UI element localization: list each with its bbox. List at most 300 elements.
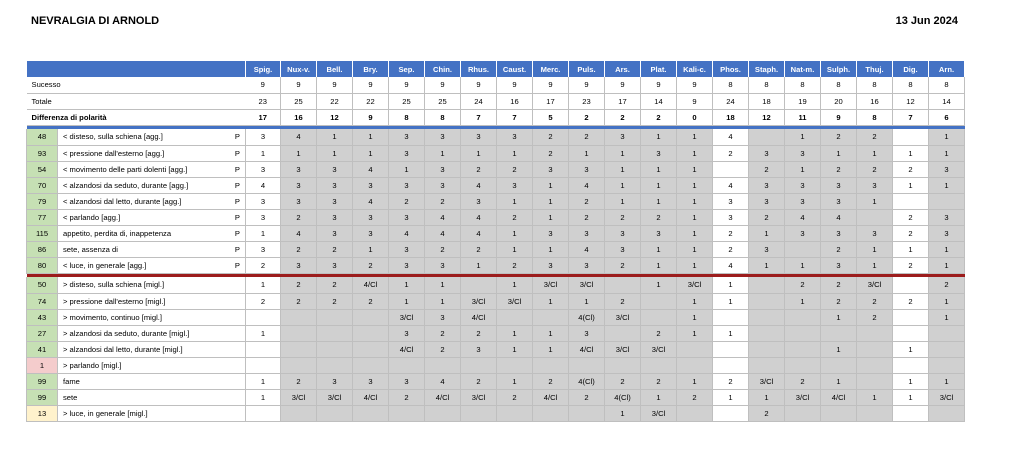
remedy-grade-cell: 2: [533, 373, 569, 389]
summary-value: 17: [533, 93, 569, 109]
remedy-grade-cell: 4: [425, 373, 461, 389]
remedy-grade-cell: [893, 405, 929, 421]
remedy-grade-cell: 1: [893, 389, 929, 405]
remedy-header[interactable]: Rhus.: [461, 61, 497, 77]
symptom-label[interactable]: < alzandosi dal letto, durante [agg.]: [58, 193, 231, 209]
remedy-grade-cell: 4/Cl: [353, 389, 389, 405]
remedy-header[interactable]: Thuj.: [857, 61, 893, 77]
summary-value: 9: [461, 77, 497, 93]
remedy-grade-cell: [713, 309, 749, 325]
remedy-header[interactable]: Arn.: [929, 61, 965, 77]
remedy-grade-cell: [246, 309, 281, 325]
remedy-grade-cell: [317, 405, 353, 421]
remedy-grade-cell: [281, 357, 317, 373]
symptom-row[interactable]: [27, 373, 965, 389]
remedy-grade-cell: 2: [893, 225, 929, 241]
remedy-grade-cell: 3: [641, 145, 677, 161]
remedy-header[interactable]: Merc.: [533, 61, 569, 77]
remedy-grade-cell: [893, 277, 929, 293]
symptom-label[interactable]: > disteso, sulla schiena [migl.]: [58, 277, 231, 293]
summary-value: 9: [605, 77, 641, 93]
summary-value: 24: [713, 93, 749, 109]
remedy-header[interactable]: Spig.: [246, 61, 281, 77]
summary-value: 2: [569, 109, 605, 125]
polarity-mark: P: [231, 241, 246, 257]
remedy-grade-cell: 2: [425, 325, 461, 341]
remedy-grade-cell: 2: [605, 209, 641, 225]
remedy-header[interactable]: Caust.: [497, 61, 533, 77]
remedy-grade-cell: 1: [641, 177, 677, 193]
remedy-grade-cell: 3: [246, 161, 281, 177]
symptom-row[interactable]: [27, 145, 965, 161]
remedy-grade-cell: 3: [785, 177, 821, 193]
remedy-grade-cell: 2: [461, 161, 497, 177]
remedy-grade-cell: 1: [353, 129, 389, 145]
remedy-grade-cell: 1: [749, 225, 785, 241]
symptom-label[interactable]: > movimento, continuo [migl.]: [58, 309, 231, 325]
remedy-grade-cell: 3: [246, 241, 281, 257]
remedy-grade-cell: 1: [389, 277, 425, 293]
summary-value: 23: [569, 93, 605, 109]
symptom-count: 27: [27, 325, 58, 341]
remedy-grade-cell: 2: [461, 325, 497, 341]
symptom-row[interactable]: [27, 325, 965, 341]
summary-label: Differenza di polarità: [27, 109, 246, 125]
remedy-grade-cell: 4(Cl): [569, 373, 605, 389]
remedy-grade-cell: 3: [749, 177, 785, 193]
remedy-grade-cell: 1: [533, 293, 569, 309]
remedy-grade-cell: 1: [713, 277, 749, 293]
symptom-label[interactable]: > parlando [migl.]: [58, 357, 231, 373]
remedy-grade-cell: [641, 309, 677, 325]
remedy-grade-cell: 1: [713, 389, 749, 405]
remedy-grade-cell: 1: [533, 341, 569, 357]
remedy-header[interactable]: Bell.: [317, 61, 353, 77]
remedy-grade-cell: 2: [857, 293, 893, 309]
symptom-count: 115: [27, 225, 58, 241]
remedy-grade-cell: 1: [246, 373, 281, 389]
symptom-row[interactable]: [27, 193, 965, 209]
remedy-grade-cell: 2: [569, 129, 605, 145]
remedy-grade-cell: 3: [425, 177, 461, 193]
remedy-grade-cell: 3: [425, 257, 461, 273]
remedy-grade-cell: 3: [425, 161, 461, 177]
summary-label: Sucesso: [27, 77, 246, 93]
remedy-grade-cell: 2: [246, 257, 281, 273]
remedy-grade-cell: 1: [641, 389, 677, 405]
remedy-grade-cell: [677, 405, 713, 421]
symptom-row[interactable]: [27, 241, 965, 257]
summary-value: 17: [605, 93, 641, 109]
remedy-grade-cell: [821, 325, 857, 341]
symptom-label[interactable]: < luce, in generale [agg.]: [58, 257, 231, 273]
remedy-grade-cell: 3/Cl: [749, 373, 785, 389]
remedy-grade-cell: 1: [677, 241, 713, 257]
remedy-grade-cell: 2: [317, 293, 353, 309]
remedy-grade-cell: [246, 405, 281, 421]
remedy-grade-cell: 3/Cl: [605, 341, 641, 357]
remedy-grade-cell: 3: [929, 209, 965, 225]
remedy-grade-cell: 3: [425, 129, 461, 145]
remedy-grade-cell: 1: [821, 309, 857, 325]
remedy-grade-cell: 3: [569, 225, 605, 241]
remedy-grade-cell: 2: [389, 193, 425, 209]
remedy-grade-cell: 3: [246, 129, 281, 145]
summary-value: 12: [317, 109, 353, 125]
remedy-grade-cell: 1: [641, 161, 677, 177]
remedy-header[interactable]: Sulph.: [821, 61, 857, 77]
remedy-header[interactable]: Sep.: [389, 61, 425, 77]
remedy-grade-cell: 1: [281, 145, 317, 161]
remedy-grade-cell: 1: [497, 341, 533, 357]
remedy-header[interactable]: Puls.: [569, 61, 605, 77]
remedy-grade-cell: 1: [497, 225, 533, 241]
remedy-grade-cell: [713, 341, 749, 357]
summary-value: 5: [533, 109, 569, 125]
remedy-grade-cell: 3: [749, 145, 785, 161]
polarity-mark: P: [231, 209, 246, 225]
symptom-label[interactable]: < alzandosi da seduto, durante [agg.]: [58, 177, 231, 193]
symptom-count: 1: [27, 357, 58, 373]
remedy-grade-cell: 1: [641, 193, 677, 209]
remedy-grade-cell: 3: [929, 225, 965, 241]
remedy-grade-cell: [281, 405, 317, 421]
remedy-grade-cell: 1: [677, 293, 713, 309]
symptom-row[interactable]: [27, 257, 965, 273]
polarity-mark: [231, 341, 246, 357]
remedy-grade-cell: [246, 357, 281, 373]
remedy-grade-cell: 2: [569, 209, 605, 225]
remedy-grade-cell: 3/Cl: [497, 293, 533, 309]
symptom-row[interactable]: [27, 129, 965, 145]
remedy-grade-cell: 2: [857, 161, 893, 177]
remedy-grade-cell: 3/Cl: [641, 405, 677, 421]
remedy-grade-cell: 2: [857, 309, 893, 325]
remedy-grade-cell: [857, 341, 893, 357]
remedy-grade-cell: 2: [497, 161, 533, 177]
remedy-grade-cell: 4: [281, 129, 317, 145]
remedy-grade-cell: 3: [533, 257, 569, 273]
symptom-label[interactable]: > pressione dall'esterno [migl.]: [58, 293, 231, 309]
polarity-mark: [231, 405, 246, 421]
remedy-grade-cell: 3: [821, 177, 857, 193]
remedy-grade-cell: 3/Cl: [461, 389, 497, 405]
remedy-grade-cell: 1: [929, 293, 965, 309]
polarity-mark: P: [231, 161, 246, 177]
remedy-header[interactable]: Dig.: [893, 61, 929, 77]
summary-value: 8: [749, 77, 785, 93]
remedy-grade-cell: [353, 405, 389, 421]
remedy-grade-cell: [246, 341, 281, 357]
remedy-grade-cell: 3: [713, 209, 749, 225]
remedy-grade-cell: 3/Cl: [317, 389, 353, 405]
summary-value: 9: [821, 109, 857, 125]
symptom-row[interactable]: [27, 225, 965, 241]
remedy-grade-cell: 3/Cl: [641, 341, 677, 357]
remedy-grade-cell: 2: [713, 241, 749, 257]
summary-value: 11: [785, 109, 821, 125]
summary-value: 9: [317, 77, 353, 93]
symptom-row[interactable]: [27, 405, 965, 421]
summary-value: 8: [821, 77, 857, 93]
remedy-grade-cell: [425, 357, 461, 373]
summary-value: 8: [893, 77, 929, 93]
remedy-grade-cell: 1: [929, 257, 965, 273]
symptom-label[interactable]: < movimento delle parti dolenti [agg.]: [58, 161, 231, 177]
remedy-grade-cell: 3: [317, 257, 353, 273]
symptom-label[interactable]: > alzandosi dal letto, durante [migl.]: [58, 341, 231, 357]
remedy-grade-cell: 1: [893, 177, 929, 193]
remedy-grade-cell: 2: [281, 293, 317, 309]
remedy-grade-cell: 1: [893, 341, 929, 357]
summary-value: 25: [425, 93, 461, 109]
remedy-grade-cell: [749, 309, 785, 325]
summary-value: 22: [353, 93, 389, 109]
remedy-grade-cell: 3/Cl: [857, 277, 893, 293]
remedy-grade-cell: 2: [246, 293, 281, 309]
remedy-grade-cell: [497, 405, 533, 421]
remedy-grade-cell: 1: [353, 145, 389, 161]
remedy-grade-cell: 1: [246, 145, 281, 161]
symptom-label[interactable]: < disteso, sulla schiena [agg.]: [58, 129, 231, 145]
remedy-grade-cell: [389, 357, 425, 373]
remedy-grade-cell: 4: [713, 257, 749, 273]
remedy-grade-cell: 3: [281, 177, 317, 193]
remedy-grade-cell: [785, 341, 821, 357]
remedy-grade-cell: [497, 309, 533, 325]
remedy-grade-cell: 1: [893, 241, 929, 257]
remedy-grade-cell: 1: [785, 293, 821, 309]
remedy-grade-cell: [785, 405, 821, 421]
symptom-row[interactable]: [27, 161, 965, 177]
remedy-grade-cell: 4: [569, 241, 605, 257]
remedy-grade-cell: [929, 405, 965, 421]
remedy-grade-cell: 3: [425, 309, 461, 325]
remedy-header[interactable]: Kali-c.: [677, 61, 713, 77]
summary-value: 9: [281, 77, 317, 93]
remedy-grade-cell: 2: [353, 257, 389, 273]
remedy-grade-cell: 3: [461, 129, 497, 145]
remedy-grade-cell: 1: [641, 277, 677, 293]
remedy-grade-cell: [353, 309, 389, 325]
remedy-grade-cell: 1: [425, 145, 461, 161]
remedy-grade-cell: 3: [389, 145, 425, 161]
remedy-grade-cell: [605, 277, 641, 293]
remedy-grade-cell: 2: [281, 209, 317, 225]
polarity-mark: P: [231, 257, 246, 273]
remedy-grade-cell: 1: [821, 145, 857, 161]
remedy-grade-cell: 4/Cl: [353, 277, 389, 293]
symptom-label[interactable]: fame: [58, 373, 231, 389]
remedy-grade-cell: [317, 325, 353, 341]
remedy-grade-cell: 3: [317, 373, 353, 389]
symptom-label[interactable]: > luce, in generale [migl.]: [58, 405, 231, 421]
remedy-grade-cell: 2: [641, 325, 677, 341]
summary-value: 9: [389, 77, 425, 93]
remedy-grade-cell: 3: [605, 241, 641, 257]
remedy-grade-cell: 1: [749, 389, 785, 405]
remedy-grade-cell: 3: [317, 225, 353, 241]
remedy-grade-cell: 2: [713, 225, 749, 241]
symptom-label[interactable]: < pressione dall'esterno [agg.]: [58, 145, 231, 161]
remedy-grade-cell: [893, 357, 929, 373]
remedy-grade-cell: [389, 405, 425, 421]
summary-row: [27, 77, 965, 93]
remedy-grade-cell: 3: [785, 145, 821, 161]
remedy-grade-cell: 1: [497, 241, 533, 257]
remedy-header[interactable]: Phos.: [713, 61, 749, 77]
remedy-grade-cell: [821, 357, 857, 373]
remedy-grade-cell: 3: [389, 241, 425, 257]
remedy-grade-cell: 3: [246, 193, 281, 209]
remedy-grade-cell: 3: [857, 225, 893, 241]
remedy-grade-cell: 1: [857, 257, 893, 273]
remedy-grade-cell: 1: [857, 389, 893, 405]
symptom-count: 54: [27, 161, 58, 177]
remedy-grade-cell: [821, 405, 857, 421]
remedy-grade-cell: 4: [461, 209, 497, 225]
remedy-grade-cell: 1: [533, 241, 569, 257]
remedy-grade-cell: [893, 129, 929, 145]
remedy-grade-cell: 1: [857, 193, 893, 209]
remedy-grade-cell: [749, 277, 785, 293]
remedy-grade-cell: 4/Cl: [569, 341, 605, 357]
symptom-row[interactable]: [27, 389, 965, 405]
remedy-grade-cell: 1: [929, 177, 965, 193]
remedy-grade-cell: 1: [821, 373, 857, 389]
remedy-grade-cell: 3: [317, 193, 353, 209]
remedy-header[interactable]: Ars.: [605, 61, 641, 77]
remedy-grade-cell: 2: [893, 161, 929, 177]
remedy-header[interactable]: Bry.: [353, 61, 389, 77]
remedy-grade-cell: 1: [461, 145, 497, 161]
remedy-header[interactable]: Plat.: [641, 61, 677, 77]
summary-value: 16: [281, 109, 317, 125]
remedy-grade-cell: [353, 325, 389, 341]
remedy-grade-cell: [281, 341, 317, 357]
remedy-grade-cell: 1: [857, 145, 893, 161]
summary-value: 14: [641, 93, 677, 109]
remedy-grade-cell: 1: [893, 145, 929, 161]
remedy-grade-cell: 3/Cl: [389, 309, 425, 325]
remedy-grade-cell: 3: [281, 257, 317, 273]
remedy-grade-cell: 4: [569, 177, 605, 193]
polarity-mark: [231, 293, 246, 309]
remedy-grade-cell: [785, 357, 821, 373]
remedy-grade-cell: 2: [425, 193, 461, 209]
remedy-grade-cell: 2: [821, 293, 857, 309]
remedy-grade-cell: [749, 341, 785, 357]
remedy-grade-cell: 1: [425, 277, 461, 293]
symptom-row[interactable]: [27, 209, 965, 225]
remedy-grade-cell: [641, 357, 677, 373]
remedy-grade-cell: 1: [533, 325, 569, 341]
remedy-grade-cell: 3/Cl: [929, 389, 965, 405]
symptom-label[interactable]: sete: [58, 389, 231, 405]
remedy-grade-cell: 1: [641, 257, 677, 273]
summary-value: 8: [785, 77, 821, 93]
remedy-grade-cell: 4: [821, 209, 857, 225]
symptom-label[interactable]: appetito, perdita di, inappetenza: [58, 225, 231, 241]
remedy-header[interactable]: Nux-v.: [281, 61, 317, 77]
summary-value: 9: [353, 77, 389, 93]
remedy-grade-cell: 2: [785, 277, 821, 293]
summary-row: [27, 93, 965, 109]
document-title: NEVRALGIA DI ARNOLD: [31, 15, 160, 27]
summary-value: 8: [857, 109, 893, 125]
symptom-row[interactable]: [27, 357, 965, 373]
remedy-grade-cell: 3: [353, 373, 389, 389]
symptom-row[interactable]: [27, 309, 965, 325]
remedy-grade-cell: 1: [677, 129, 713, 145]
remedy-grade-cell: [713, 161, 749, 177]
remedy-grade-cell: 1: [677, 193, 713, 209]
remedy-grade-cell: 4(Cl): [569, 309, 605, 325]
remedy-grade-cell: [929, 325, 965, 341]
symptom-count: 99: [27, 389, 58, 405]
header-spacer: [27, 61, 246, 77]
remedy-grade-cell: 1: [929, 129, 965, 145]
remedy-header[interactable]: Chin.: [425, 61, 461, 77]
remedy-grade-cell: 2: [281, 241, 317, 257]
remedy-grade-cell: [317, 309, 353, 325]
remedy-grade-cell: 2: [749, 405, 785, 421]
remedy-grade-cell: 3: [749, 193, 785, 209]
symptom-label[interactable]: < parlando [agg.]: [58, 209, 231, 225]
remedy-grade-cell: [857, 325, 893, 341]
summary-value: 2: [641, 109, 677, 125]
summary-value: 24: [461, 93, 497, 109]
remedy-header[interactable]: Staph.: [749, 61, 785, 77]
remedy-grade-cell: 2: [893, 209, 929, 225]
remedy-grade-cell: 2: [893, 257, 929, 273]
summary-row: [27, 109, 965, 125]
polarity-mark: P: [231, 225, 246, 241]
summary-value: 2: [605, 109, 641, 125]
symptom-row[interactable]: [27, 341, 965, 357]
remedy-grade-cell: 1: [677, 209, 713, 225]
symptom-count: 93: [27, 145, 58, 161]
remedy-grade-cell: 3: [317, 177, 353, 193]
remedy-grade-cell: [677, 357, 713, 373]
remedy-grade-cell: [929, 193, 965, 209]
remedy-grade-cell: 4/Cl: [533, 389, 569, 405]
remedy-grade-cell: 2: [713, 145, 749, 161]
symptom-row[interactable]: [27, 277, 965, 293]
symptom-count: 43: [27, 309, 58, 325]
symptom-label[interactable]: sete, assenza di: [58, 241, 231, 257]
remedy-grade-cell: 3: [605, 129, 641, 145]
remedy-grade-cell: [641, 293, 677, 309]
symptom-row[interactable]: [27, 177, 965, 193]
remedy-grade-cell: 1: [857, 241, 893, 257]
remedy-grade-cell: 3: [281, 193, 317, 209]
remedy-grade-cell: 3/Cl: [281, 389, 317, 405]
remedy-grade-cell: 1: [461, 257, 497, 273]
remedy-grade-cell: 3: [317, 209, 353, 225]
remedy-grade-cell: [713, 357, 749, 373]
remedy-grade-cell: 1: [246, 225, 281, 241]
remedy-header[interactable]: Nat-m.: [785, 61, 821, 77]
remedy-grade-cell: 4/Cl: [389, 341, 425, 357]
symptom-row[interactable]: [27, 293, 965, 309]
remedy-grade-cell: 2: [353, 293, 389, 309]
remedy-grade-cell: 3: [713, 193, 749, 209]
remedy-grade-cell: 4/Cl: [425, 389, 461, 405]
remedy-grade-cell: 1: [317, 129, 353, 145]
symptom-label[interactable]: > alzandosi da seduto, durante [migl.]: [58, 325, 231, 341]
remedy-grade-cell: 4/Cl: [821, 389, 857, 405]
